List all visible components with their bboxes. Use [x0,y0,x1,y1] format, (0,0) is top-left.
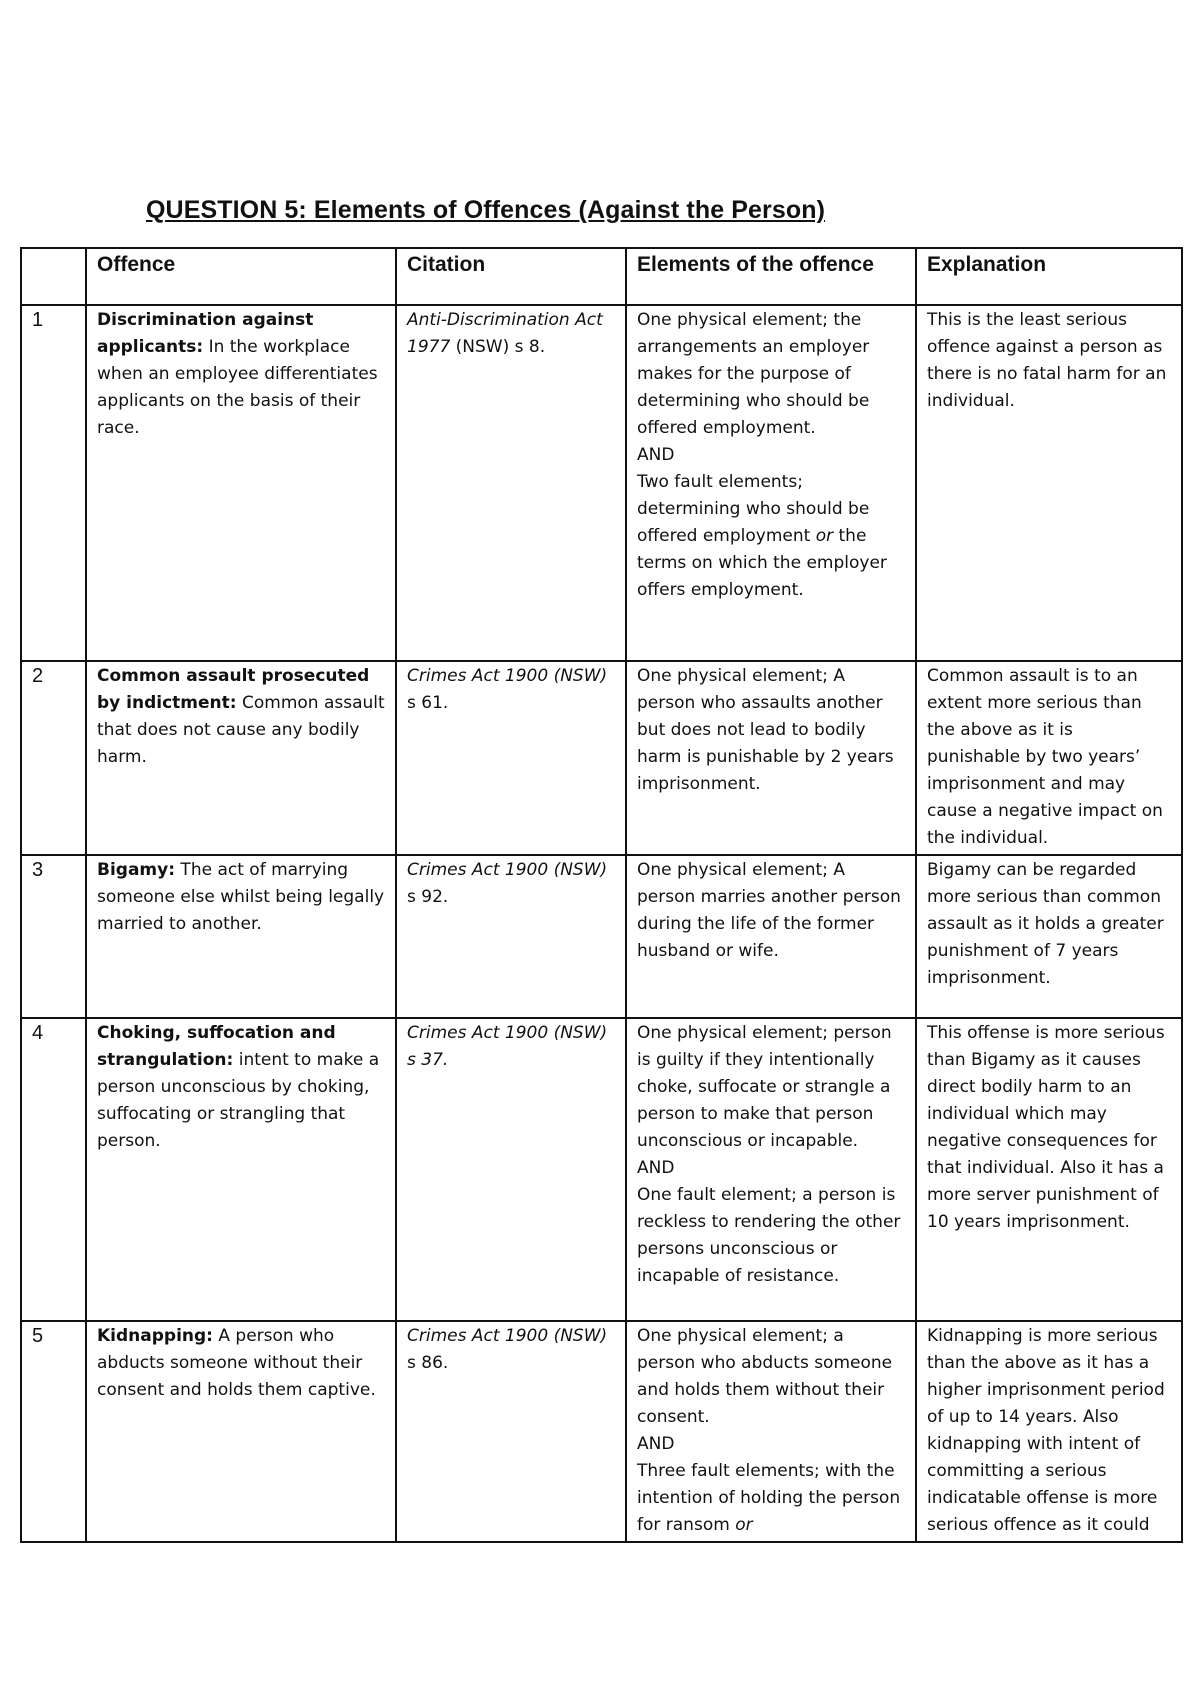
offence-cell [86,661,396,855]
row-number: 1 [21,305,86,661]
citation-cell [396,855,626,1018]
citation-act: Crimes Act 1900 (NSW) [407,860,608,880]
offence-name: Choking, suffocation and strangulation: [97,1023,336,1070]
citation-act: Crimes Act 1900 (NSW) [407,1326,608,1346]
element-line: One physical element; a person who abducts someone and holds them without their consent. [637,1326,893,1427]
header-citation: Citation [396,248,626,305]
row-number: 3 [21,855,86,1018]
explanation-cell: This offense is more serious than Bigamy as it causes direct bodily harm to an individual which may negative consequences for that individual. Also it has a more server punishment of 10 years imprisonment. [916,1018,1182,1321]
citation-section: s 92. [407,887,449,907]
offence-description: A person who abducts someone without their consent and holds them captive. [97,1326,376,1400]
element-line: One fault element; a person is reckless to rendering the other persons unconscious or incapable of resistance. [637,1185,901,1286]
offence-cell [86,1321,396,1542]
element-line: Three fault elements; with the intention of holding the person for ransom or [637,1461,901,1535]
table-row [21,661,1182,855]
explanation-cell: Bigamy can be regarded more serious than common assault as it holds a greater punishment of 7 years imprisonment. [916,855,1182,1018]
citation-section: s 86. [407,1353,449,1373]
offence-name: Bigamy: [97,860,176,880]
explanation-cell: Common assault is to an extent more serious than the above as it is punishable by two years’ imprisonment and may cause a negative impact on the individual. [916,661,1182,855]
element-line: Two fault elements; determining who should be offered employment or the terms on which the employer offers employment. [637,472,887,600]
element-line: One physical element; A person who assaults another but does not lead to bodily harm is punishable by 2 years imprisonment. [637,666,894,794]
offence-description: intent to make a person unconscious by choking, suffocating or strangling that person. [97,1050,380,1151]
header-offence: Offence [86,248,396,305]
citation-cell [396,305,626,661]
explanation-cell: Kidnapping is more serious than the above as it has a higher imprisonment period of up to 14 years. Also kidnapping with intent of committing a serious indicatable offense is more serious offence as it could [916,1321,1182,1542]
table-header-row [21,248,1182,305]
citation-section: (NSW) s 8. [450,337,546,357]
offence-cell [86,1018,396,1321]
elements-cell [626,855,916,1018]
row-number: 5 [21,1321,86,1542]
header-number [21,248,86,305]
element-line: One physical element; the arrangements an employer makes for the purpose of determining who should be offered employment. [637,310,870,438]
elements-cell [626,661,916,855]
elements-cell [626,1321,916,1542]
citation-cell [396,1018,626,1321]
element-line: AND [637,1434,675,1454]
offence-name: Common assault prosecuted by indictment: [97,666,370,713]
offence-name: Discrimination against applicants: [97,310,314,357]
explanation-cell: This is the least serious offence against a person as there is no fatal harm for an individual. [916,305,1182,661]
citation-act: Crimes Act 1900 (NSW) [407,666,608,686]
offence-description: In the workplace when an employee differentiates applicants on the basis of their race. [97,337,378,438]
header-elements: Elements of the offence [626,248,916,305]
citation-cell [396,661,626,855]
header-explanation: Explanation [916,248,1182,305]
table-row [21,855,1182,1018]
row-number: 2 [21,661,86,855]
offence-name: Kidnapping: [97,1326,213,1346]
table-row [21,1321,1182,1542]
offences-table [20,247,1183,1543]
offence-cell [86,855,396,1018]
table-row [21,305,1182,661]
table-row [21,1018,1182,1321]
element-line: One physical element; A person marries another person during the life of the former husband or wife. [637,860,901,961]
row-number: 4 [21,1018,86,1321]
citation-act: Anti-Discrimination Act 1977 [407,310,603,357]
element-line: AND [637,445,675,465]
citation-act: Crimes Act 1900 (NSW) s 37. [407,1023,608,1070]
citation-section: s 61. [407,693,449,713]
elements-cell [626,1018,916,1321]
page-title: QUESTION 5: Elements of Offences (Against the Person) [146,196,826,224]
elements-cell [626,305,916,661]
offence-description: Common assault that does not cause any bodily harm. [97,693,385,767]
offence-description: The act of marrying someone else whilst being legally married to another. [97,860,385,934]
offence-cell [86,305,396,661]
citation-cell [396,1321,626,1542]
element-line: One physical element; person is guilty if they intentionally choke, suffocate or strangle a person to make that person unconscious or incapable. [637,1023,892,1151]
element-line: AND [637,1158,675,1178]
